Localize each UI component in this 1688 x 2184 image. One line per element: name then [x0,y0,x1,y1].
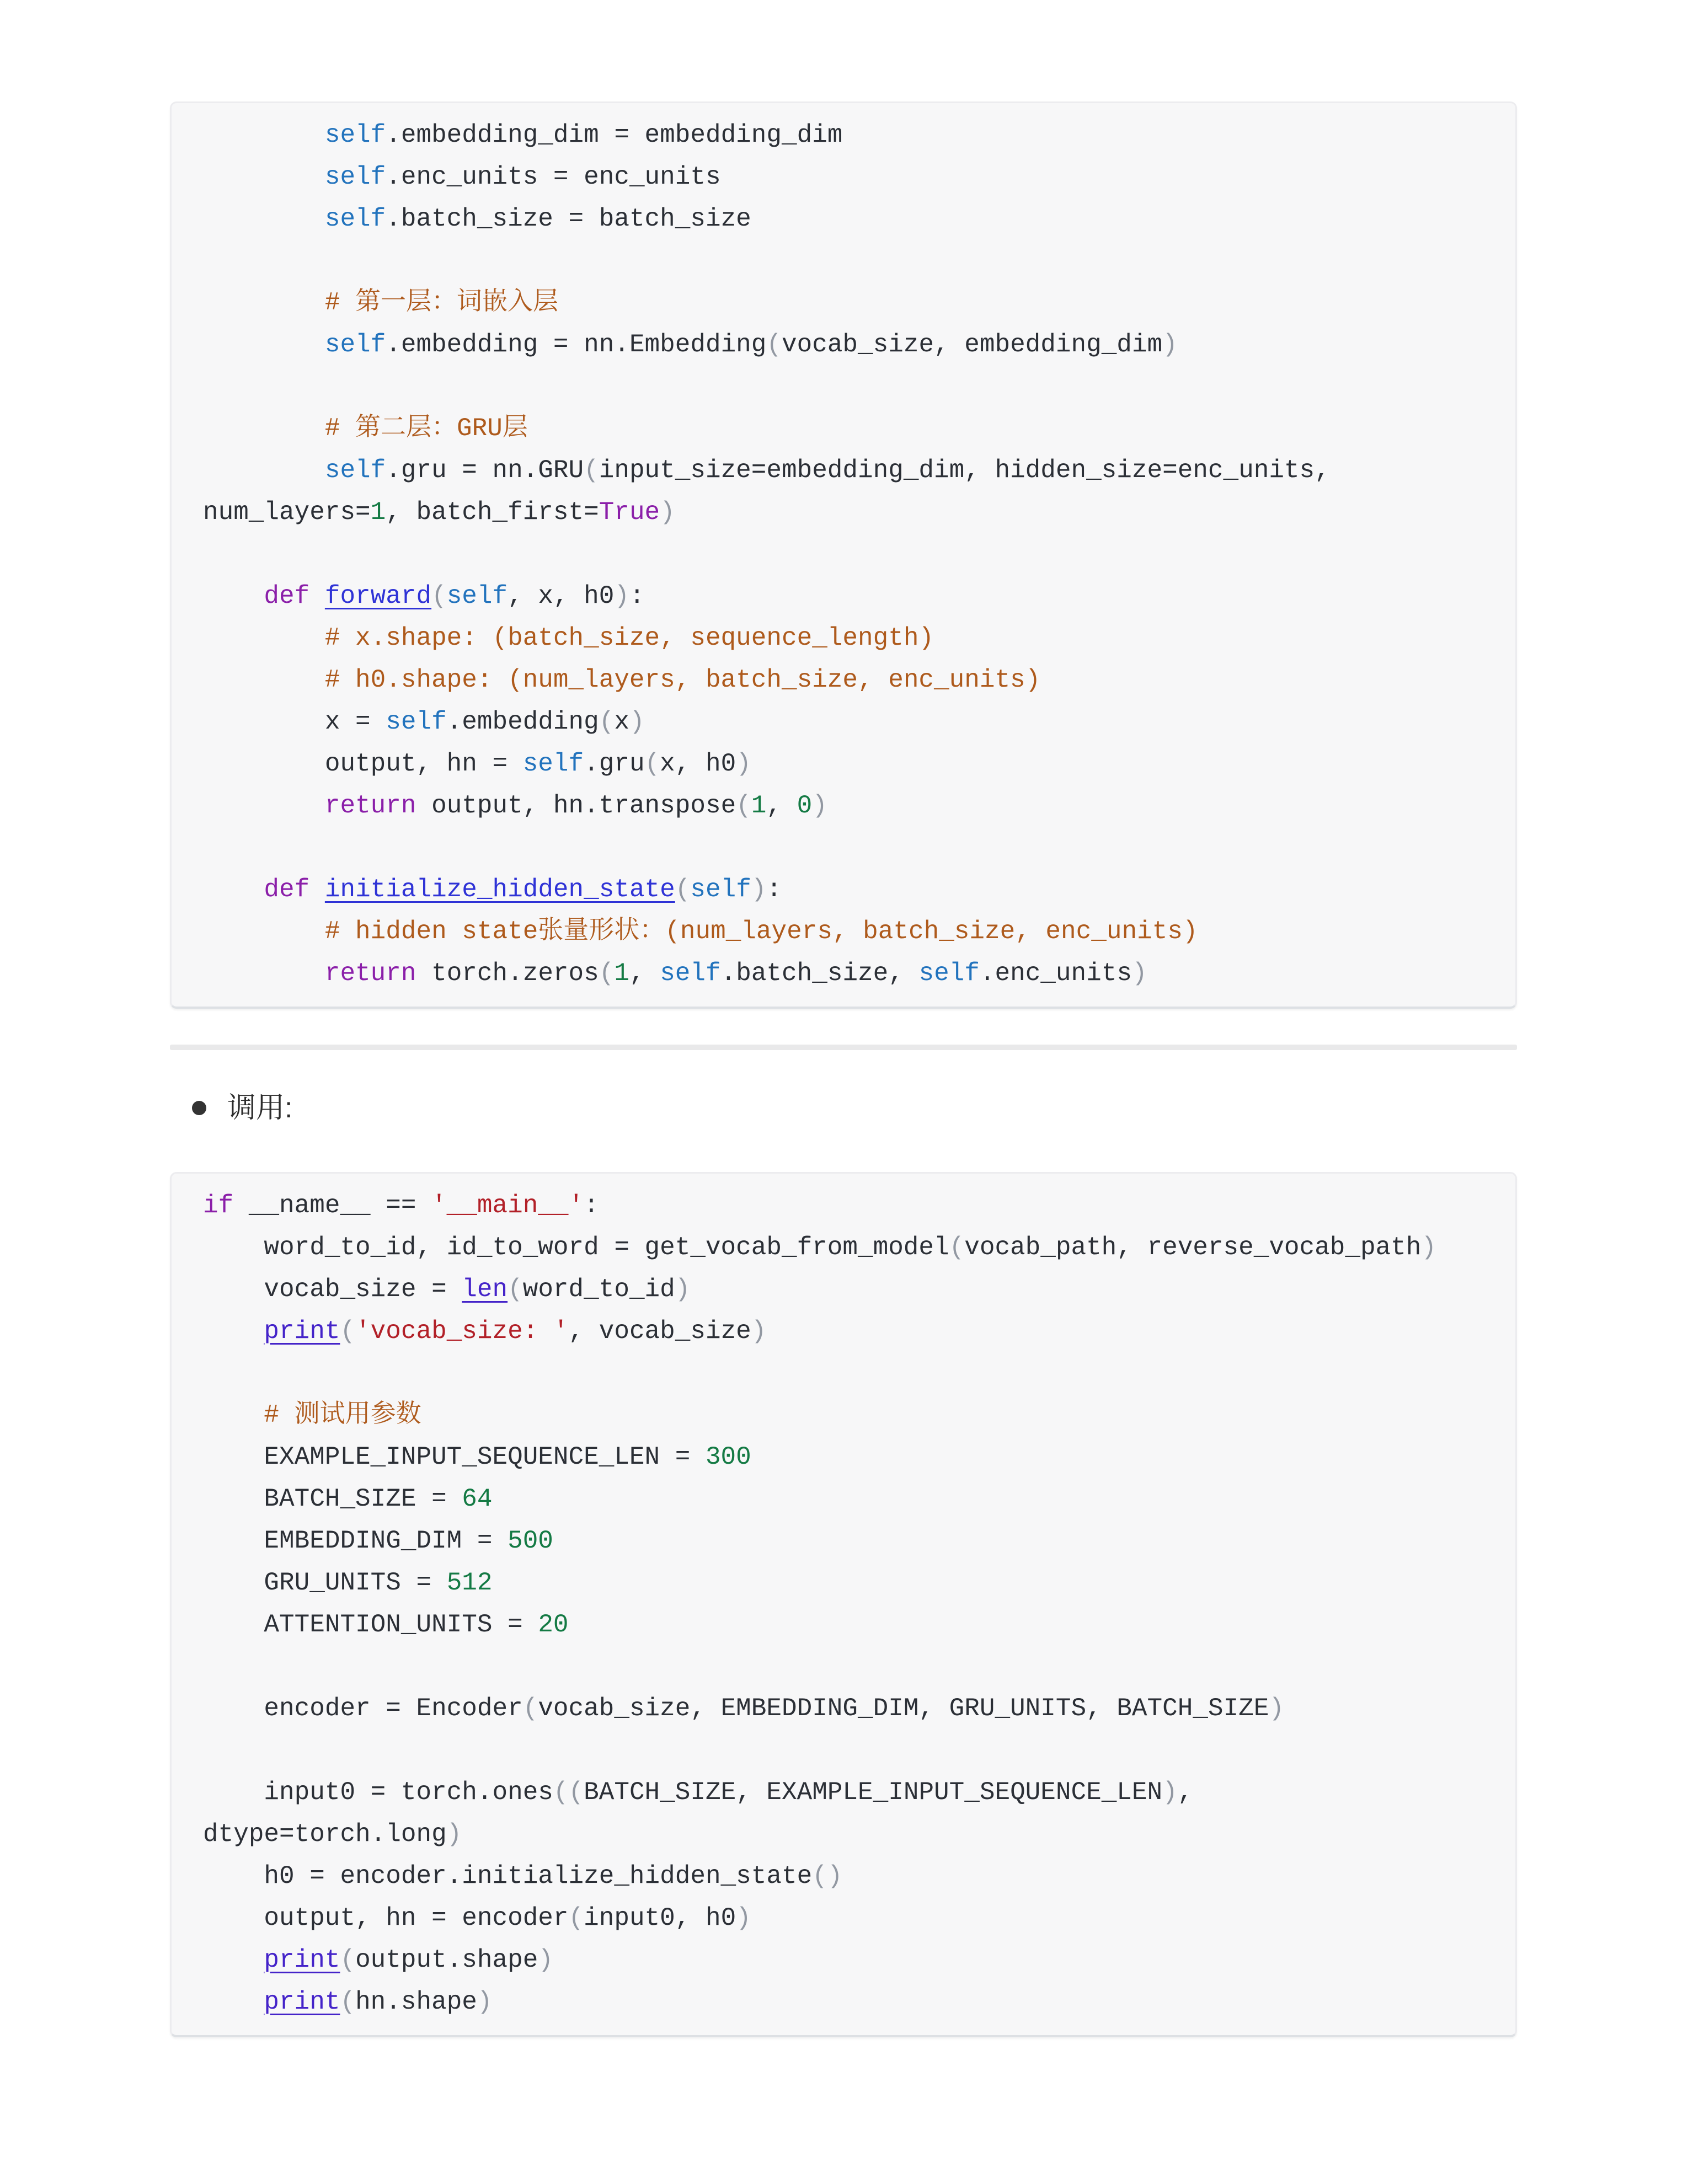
list-item-label: 调用: [227,1092,293,1124]
list-item-invoke [170,1090,1517,1126]
code-line: print(output.shape) [264,1946,553,1974]
bullet-list [170,1090,1517,1126]
code-line: word_to_id, id_to_word = get_vocab_from_model(vocab_path, reverse_vocab_path) [203,1233,1436,1262]
code-text [203,121,1345,988]
code-line: print('vocab_size: ', vocab_size) [264,1317,767,1346]
document-body [170,0,1517,2184]
code-line: # x.shape: (batch_size, sequence_length) [324,624,934,652]
code-line: self.gru = nn.GRU(input_size=embedding_dim, hidden_size=enc_units, num_layers=1, batch_first=True) [203,456,1345,527]
code-line: # hidden state张量形状：(num_layers, batch_size, enc_units) [324,917,1198,946]
code-line: encoder = Encoder(vocab_size, EMBEDDING_DIM, GRU_UNITS, BATCH_SIZE) [203,1694,1284,1723]
code-line: if __name__ == '__main__': [203,1191,599,1220]
code-line: EXAMPLE_INPUT_SEQUENCE_LEN = 300 [203,1443,751,1471]
code-line: # 第二层：GRU层 [324,414,528,443]
code-line: vocab_size = len(word_to_id) [203,1275,691,1304]
code-line: x = self.embedding(x) [203,708,645,736]
code-line: input0 = torch.ones((BATCH_SIZE, EXAMPLE_INPUT_SEQUENCE_LEN), dtype=torch.long) [203,1778,1208,1849]
bottom-spacer [170,2037,1517,2184]
code-line: def forward(self, x, h0): [264,582,645,611]
code-line: return torch.zeros(1, self.batch_size, self.enc_units) [324,959,1147,988]
code-line: # 第一层：词嵌入层 [324,288,559,317]
code-line: GRU_UNITS = 512 [203,1569,493,1597]
code-line: EMBEDDING_DIM = 500 [203,1527,553,1555]
code-line: ATTENTION_UNITS = 20 [203,1610,569,1639]
code-line: BATCH_SIZE = 64 [203,1485,493,1513]
code-line: output, hn = self.gru(x, h0) [203,750,751,778]
code-block-encoder-class [170,101,1517,1009]
section-divider [170,1045,1517,1050]
code-line: # h0.shape: (num_layers, batch_size, enc_units) [324,666,1041,694]
code-line: # 测试用参数 [264,1401,421,1430]
code-line: h0 = encoder.initialize_hidden_state() [203,1862,843,1891]
code-line: return output, hn.transpose(1, 0) [324,791,827,820]
bullet-marker-icon [192,1101,206,1115]
code-line: self.enc_units = enc_units [324,163,721,191]
code-line: output, hn = encoder(input0, h0) [203,1904,751,1933]
code-line: self.batch_size = batch_size [324,205,751,233]
code-line: self.embedding_dim = embedding_dim [324,121,843,149]
code-line: print(hn.shape) [264,1988,493,2016]
code-line: def initialize_hidden_state(self): [264,875,782,904]
code-text [203,1191,1436,2016]
code-line: self.embedding = nn.Embedding(vocab_size, embedding_dim) [324,330,1178,359]
code-block-main-call [170,1172,1517,2037]
